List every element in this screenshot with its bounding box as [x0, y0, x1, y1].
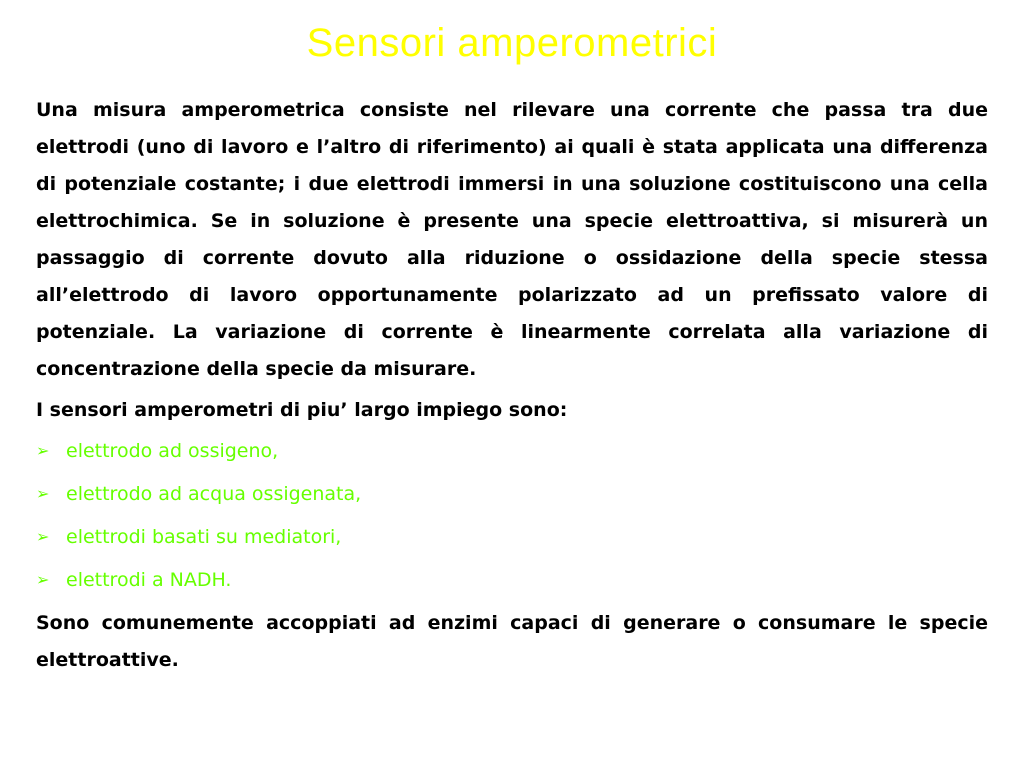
arrowhead-bullet-icon: ➢ — [36, 570, 50, 589]
list-item — [36, 515, 988, 558]
slide-title: Sensori amperometrici — [306, 21, 718, 65]
list-item-label: elettrodo ad acqua ossigenata, — [66, 482, 362, 505]
list-item — [36, 429, 988, 472]
slide-body — [36, 92, 988, 679]
closing-paragraph: Sono comunemente accoppiati ad enzimi capaci di generare o consumare le specie elettroattive. — [36, 612, 988, 671]
list-intro: I sensori amperometri di piu’ largo impiego sono: — [36, 399, 568, 421]
list-item-label: elettrodi a NADH. — [66, 568, 232, 591]
list-item — [36, 558, 988, 601]
arrowhead-bullet-icon: ➢ — [36, 441, 50, 460]
arrowhead-bullet-icon: ➢ — [36, 527, 50, 546]
list-item-label: elettrodi basati su mediatori, — [66, 525, 342, 548]
intro-paragraph: Una misura amperometrica consiste nel rilevare una corrente che passa tra due elettrodi (uno di lavoro e l’altro di riferimento) ai quali è stata applicata una differenza di potenziale costante; i due elettrodi immersi in una soluzione costituiscono una cella elettrochimica. Se in soluzione è presente una specie elettroattiva, si misurerà un passaggio di corrente dovuto alla riduzione o ossidazione della specie stessa all’elettrodo di lavoro opportunamente polarizzato ad un prefissato valore di potenziale. La variazione di corrente è linearmente correlata alla variazione di concentrazione della specie da misurare. — [36, 99, 988, 380]
list-item-label: elettrodo ad ossigeno, — [66, 439, 279, 462]
sensor-list — [36, 429, 988, 601]
arrowhead-bullet-icon: ➢ — [36, 484, 50, 503]
list-item — [36, 472, 988, 515]
